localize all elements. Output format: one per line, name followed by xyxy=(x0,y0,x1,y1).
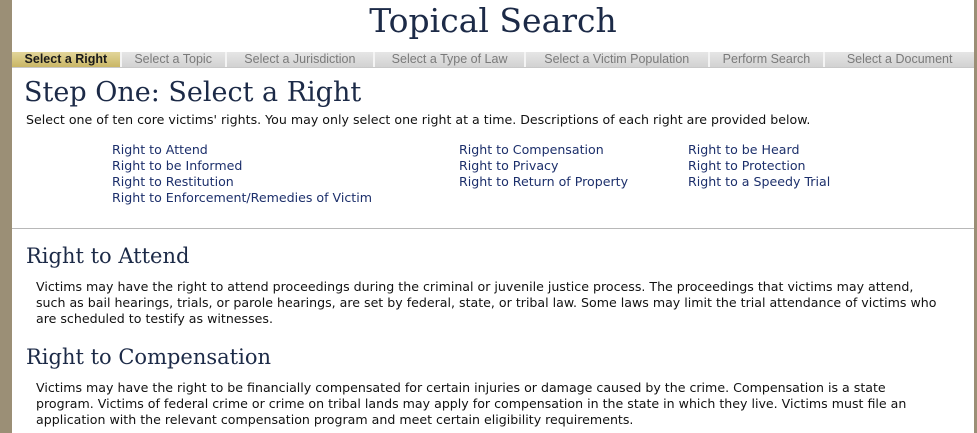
link-right-to-return-of-property[interactable]: Right to Return of Property xyxy=(459,174,629,189)
section-heading-attend: Right to Attend xyxy=(26,244,190,268)
section-line: Victims may have the right to attend proceedings during the criminal or juvenile justice process. The proceedings that victims may attend, xyxy=(36,279,914,294)
step-title: Step One: Select a Right xyxy=(24,77,362,108)
page xyxy=(12,0,974,433)
step-tabs xyxy=(12,52,974,68)
section-body-attend xyxy=(36,279,966,327)
step-intro: Select one of ten core victims' rights. You may only select one right at a time. Descriptions of each right are provided below. xyxy=(26,112,811,127)
tab-select-a-type-of-law[interactable]: Select a Type of Law xyxy=(375,52,526,67)
link-right-to-a-speedy-trial[interactable]: Right to a Speedy Trial xyxy=(688,174,831,189)
section-heading-compensation: Right to Compensation xyxy=(26,345,272,369)
section-line: are scheduled to testify as witnesses. xyxy=(36,311,273,326)
link-right-to-be-heard[interactable]: Right to be Heard xyxy=(688,142,800,157)
tab-select-a-document[interactable]: Select a Document xyxy=(825,52,974,67)
link-right-to-be-informed[interactable]: Right to be Informed xyxy=(112,158,243,173)
tab-select-a-jurisdiction[interactable]: Select a Jurisdiction xyxy=(227,52,376,67)
tab-select-a-topic[interactable]: Select a Topic xyxy=(122,52,227,67)
link-right-to-privacy[interactable]: Right to Privacy xyxy=(459,158,559,173)
link-right-to-compensation[interactable]: Right to Compensation xyxy=(459,142,604,157)
section-line: application with the relevant compensation program and meet certain eligibility requirements. xyxy=(36,412,634,427)
section-line: Victims may have the right to be financially compensated for certain injuries or damage caused by the crime. Compensation is a state xyxy=(36,380,886,395)
rights-list xyxy=(112,142,932,212)
link-right-to-enforcement[interactable]: Right to Enforcement/Remedies of Victim xyxy=(112,190,373,205)
page-title: Topical Search xyxy=(369,1,617,40)
section-line: program. Victims of federal crime or crime on tribal lands may apply for compensation in the state in which they live. Victims must file an xyxy=(36,396,907,411)
section-line: such as bail hearings, trials, or parole hearings, are set by federal, state, or tribal law. Some laws may limit the trial attendance of victims who xyxy=(36,295,937,310)
section-body-compensation xyxy=(36,380,966,428)
link-right-to-attend[interactable]: Right to Attend xyxy=(112,142,208,157)
link-right-to-restitution[interactable]: Right to Restitution xyxy=(112,174,234,189)
divider xyxy=(12,228,974,229)
link-right-to-protection[interactable]: Right to Protection xyxy=(688,158,806,173)
tab-select-a-right[interactable]: Select a Right xyxy=(12,52,122,67)
tab-select-a-victim-population[interactable]: Select a Victim Population xyxy=(526,52,710,67)
tab-perform-search[interactable]: Perform Search xyxy=(710,52,826,67)
